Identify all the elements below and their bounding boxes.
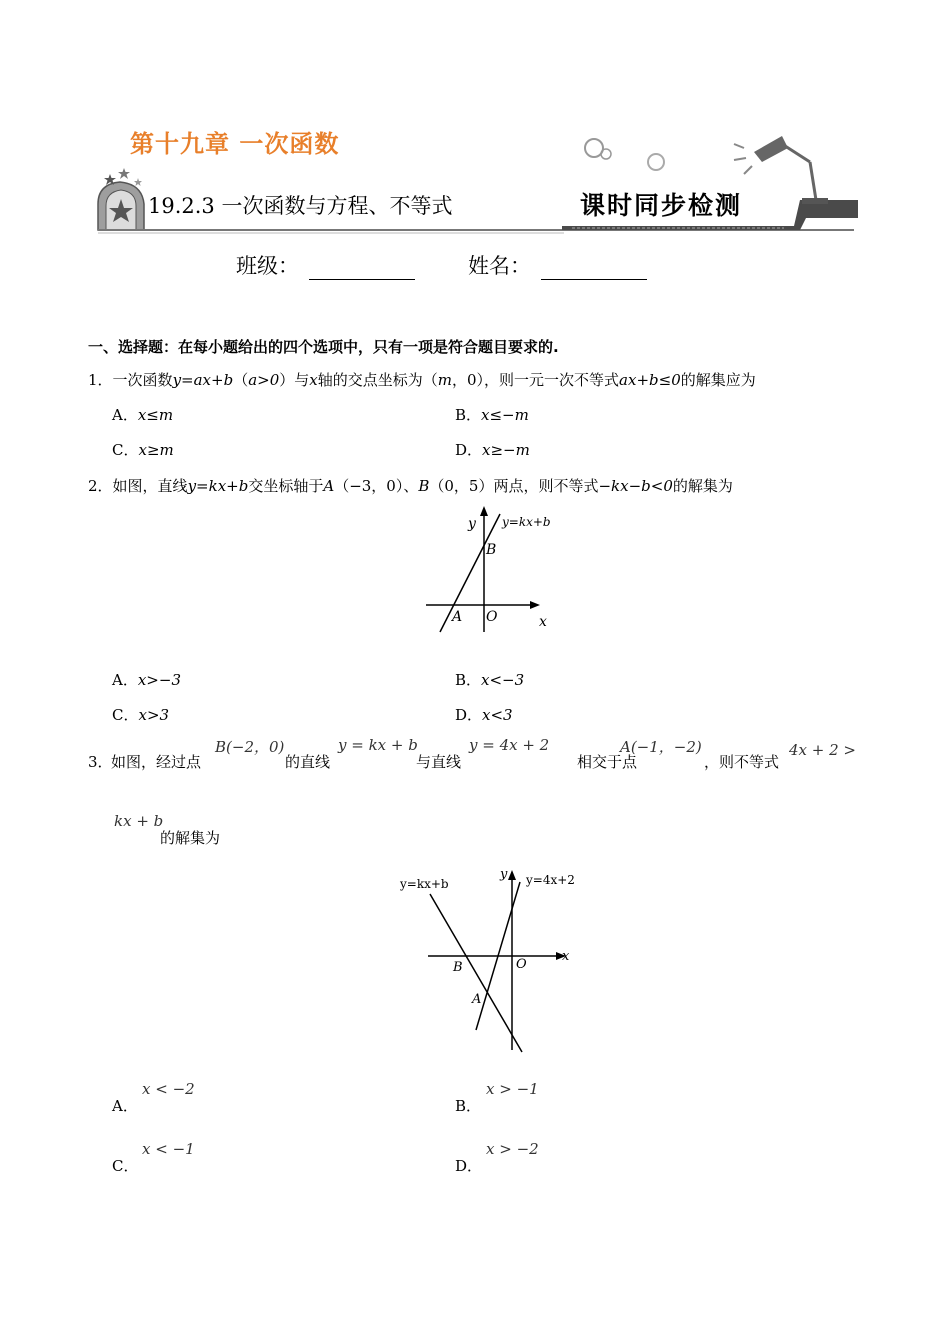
y-axis-arrow-icon	[508, 870, 516, 880]
option-label: A．	[112, 406, 138, 424]
q1-text: ，0），则一元一次不等式	[452, 371, 620, 389]
option-value: x≥−m	[482, 441, 530, 459]
q2-option-b[interactable]	[455, 669, 524, 690]
q2-expr: B	[418, 477, 430, 495]
q1-expr: x	[309, 371, 318, 389]
q2-text: 的解集为	[672, 477, 733, 495]
q1-text: 轴的交点坐标为（	[317, 371, 438, 389]
option-value: x<3	[482, 706, 513, 724]
option-label: B．	[455, 406, 482, 424]
q1-option-c[interactable]	[112, 439, 174, 460]
option-label: B．	[455, 671, 482, 689]
q3-expr-a-point: A(−1，−2)	[620, 738, 702, 756]
option-label: C．	[112, 706, 139, 724]
q2-text: （−3，0）、	[334, 477, 419, 495]
q1-text: ）与	[279, 371, 310, 389]
option-label: C．	[112, 1157, 139, 1175]
name-field	[468, 250, 647, 280]
q3-expr-4x-2: y = 4x + 2	[469, 736, 550, 754]
origin-label: O	[516, 957, 527, 972]
option-label: D．	[455, 706, 483, 724]
class-blank[interactable]	[309, 259, 415, 280]
q3-option-a[interactable]	[112, 1095, 138, 1116]
option-value: x>−3	[137, 671, 181, 689]
q3-text-c: 与直线	[416, 753, 462, 771]
line-label: y=kx+b	[502, 515, 551, 529]
q2-expr: A	[323, 477, 335, 495]
option-label: A．	[112, 1097, 138, 1115]
q3-text-b: 的直线	[285, 753, 331, 771]
option-label: A．	[112, 671, 138, 689]
q1-expr: m	[437, 371, 452, 389]
q3-graph	[396, 864, 582, 1056]
section-title: 19.2.3 一次函数与方程、不等式	[148, 194, 453, 218]
y-axis-label: y	[500, 867, 508, 882]
q3-text-f: 的解集为	[160, 829, 221, 847]
x-axis-arrow-icon	[530, 601, 540, 609]
q3-number: 3．	[88, 753, 113, 771]
q2-option-d[interactable]	[455, 704, 513, 725]
point-b-label: B	[486, 542, 497, 558]
chapter-title: 第十九章 一次函数	[130, 130, 340, 158]
q1-option-a[interactable]	[112, 404, 173, 425]
q2-text: 交坐标轴于	[248, 477, 324, 495]
option-value: x<−3	[481, 671, 525, 689]
name-label: 姓名：	[468, 254, 531, 278]
q3-option-c-value: x < −1	[142, 1140, 195, 1158]
option-value: x≥m	[138, 441, 174, 459]
q1-option-b[interactable]	[455, 404, 529, 425]
q1-expr: a>0	[248, 371, 280, 389]
q3-expr-kx-b: y = kx + b	[338, 736, 418, 754]
sync-test-label: 课时同步检测	[580, 191, 743, 220]
q2-option-a[interactable]	[112, 669, 181, 690]
q3-option-d-value: x > −2	[486, 1140, 539, 1158]
q3-expr-ineq-left: 4x + 2 >	[789, 741, 856, 759]
desk-lamp-icon	[734, 136, 828, 204]
option-label: D．	[455, 441, 483, 459]
q1-expr: ax+b≤0	[619, 371, 681, 389]
q3-expr-ineq-right: kx + b	[114, 812, 164, 830]
q3-text-e: ，则不等式	[704, 753, 780, 771]
q3-option-c[interactable]	[112, 1155, 138, 1176]
q1-text: 的解集应为	[680, 371, 756, 389]
class-field	[236, 250, 415, 280]
class-label: 班级：	[236, 254, 299, 278]
q1-expr: y=ax+b	[172, 371, 234, 389]
q3-expr-b-point: B(−2，0)	[215, 738, 285, 756]
q1-number: 1．	[88, 371, 113, 389]
y-axis-arrow-icon	[480, 506, 488, 516]
q2-expr: y=kx+b	[187, 477, 249, 495]
q3-text-a: 如图，经过点	[111, 753, 202, 771]
name-blank[interactable]	[541, 259, 647, 280]
option-value: x≤m	[137, 406, 174, 424]
q2-text: 如图，直线	[112, 477, 188, 495]
star-badge-icon	[98, 168, 144, 230]
question-2	[88, 475, 733, 496]
q1-text: （	[233, 371, 249, 389]
q1-text: 一次函数	[112, 371, 173, 389]
option-label: B．	[455, 1097, 482, 1115]
question-1	[88, 369, 756, 390]
y-axis-label: y	[468, 516, 476, 532]
header-decoration	[94, 126, 864, 238]
line1-label: y=kx+b	[400, 877, 449, 891]
q2-expr: −kx−b<0	[598, 477, 673, 495]
line2-label: y=4x+2	[526, 873, 575, 887]
q3-option-b[interactable]	[455, 1095, 481, 1116]
q2-graph	[420, 502, 560, 638]
part-one-title: 一、选择题：在每小题给出的四个选项中，只有一项是符合题目要求的.	[88, 338, 559, 356]
q3-option-b-value: x > −1	[486, 1080, 539, 1098]
x-axis-label: x	[562, 949, 570, 964]
point-a-label: A	[472, 992, 482, 1007]
point-a-label: A	[452, 609, 463, 625]
q2-option-c[interactable]	[112, 704, 169, 725]
q2-text: （0，5）两点，则不等式	[429, 477, 599, 495]
q3-text-d: 相交于点	[577, 753, 638, 771]
origin-label: O	[486, 609, 498, 625]
option-label: D．	[455, 1157, 483, 1175]
option-value: x≤−m	[481, 406, 529, 424]
q2-number: 2．	[88, 477, 113, 495]
option-value: x>3	[138, 706, 170, 724]
q3-option-a-value: x < −2	[142, 1080, 195, 1098]
option-label: C．	[112, 441, 139, 459]
q1-option-d[interactable]	[455, 439, 530, 460]
x-axis-label: x	[539, 614, 547, 630]
point-b-label: B	[453, 960, 463, 975]
q3-option-d[interactable]	[455, 1155, 482, 1176]
